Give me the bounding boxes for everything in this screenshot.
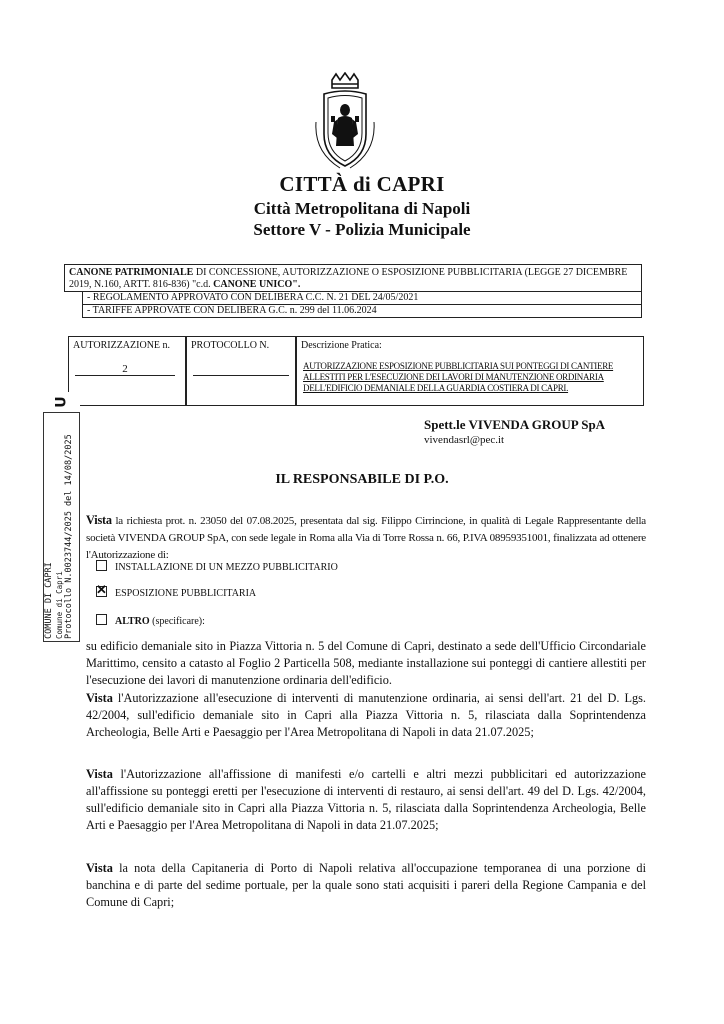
option-esposizione-label: ESPOSIZIONE PUBBLICITARIA bbox=[115, 588, 257, 599]
stamp-line-comune-lower: Comune di Capri bbox=[55, 571, 64, 639]
protocollo-label: PROTOCOLLO N. bbox=[191, 340, 270, 351]
checkbox-esposizione bbox=[96, 586, 107, 597]
recipient-name: Spett.le VIVENDA GROUP SpA bbox=[424, 417, 606, 432]
protocollo-cell bbox=[186, 336, 296, 406]
protocol-stamp bbox=[43, 392, 80, 642]
canone-box bbox=[64, 264, 642, 319]
city-title: CITTÀ di CAPRI bbox=[279, 172, 445, 196]
stamp-line-comune: COMUNE DI CAPRI bbox=[44, 562, 54, 639]
option-installazione bbox=[96, 560, 338, 573]
protocollo-blank-line bbox=[193, 375, 289, 376]
option-altro-suffix: (specificare): bbox=[149, 616, 205, 627]
stamp-line-protocollo: Protocollo N.0023744/2025 del 14/08/2025 bbox=[64, 434, 74, 639]
descrizione-text: AUTORIZZAZIONE ESPOSIZIONE PUBBLICITARIA SUI PONTEGGI DI CANTIERE ALLESTITI PER L'ESECUZIONE DEI LAVORI DI MANUTENZIONE ORDINARIA DELL'EDIFICIO DEMANIALE DELLA GUARDIA COSTIERA DI CAPRI. bbox=[303, 361, 614, 393]
canone-unico: CANONE UNICO". bbox=[213, 279, 301, 290]
vista-3-text: la nota della Capitaneria di Porto di Napoli relativa all'occupazione temporanea di una porzione di banchina e di parte del sedime portuale, per la quale sono stati acquisiti i pareri della Regione Campania e del Comune di Capri; bbox=[86, 861, 646, 909]
vista-2-label: Vista bbox=[86, 767, 113, 781]
canone-header-row bbox=[64, 264, 642, 292]
intro-paragraph bbox=[86, 512, 646, 564]
city-crest-logo bbox=[310, 72, 380, 172]
paragraph-vista-1 bbox=[86, 690, 646, 741]
responsabile-heading: IL RESPONSABILE DI P.O. bbox=[275, 472, 449, 487]
metro-subtitle: Città Metropolitana di Napoli bbox=[253, 199, 471, 218]
vista-1-label: Vista bbox=[86, 691, 113, 705]
descrizione-label: Descrizione Pratica: bbox=[301, 340, 382, 351]
regolamento-row: - REGOLAMENTO APPROVATO CON DELIBERA C.C. N. 21 DEL 24/05/2021 bbox=[82, 292, 642, 305]
autorizzazione-number: 2 bbox=[75, 363, 175, 376]
descrizione-cell bbox=[296, 336, 644, 406]
autorizzazione-cell bbox=[68, 336, 186, 406]
option-altro-label: ALTRO bbox=[115, 616, 150, 627]
stamp-letter-box bbox=[43, 392, 80, 413]
option-esposizione bbox=[96, 586, 256, 599]
protocol-stamp-text bbox=[44, 393, 81, 643]
checkbox-altro bbox=[96, 614, 107, 625]
stamp-letter: U bbox=[53, 396, 70, 408]
recipient-pec: vivendasrl@pec.it bbox=[424, 434, 505, 446]
pratica-table bbox=[68, 336, 644, 406]
intro-vista: Vista bbox=[86, 513, 112, 527]
autorizzazione-label: AUTORIZZAZIONE n. bbox=[73, 340, 171, 351]
option-installazione-label: INSTALLAZIONE DI UN MEZZO PUBBLICITARIO bbox=[115, 562, 338, 573]
paragraph-vista-3 bbox=[86, 860, 646, 911]
vista-1-text: l'Autorizzazione all'esecuzione di interventi di manutenzione ordinaria, ai sensi dell'art. 21 del D. Lgs. 42/2004, sull'edificio demaniale sito in Capri alla Piazza Vittoria n. 5, rilasciata dalla Soprintendenza Archeologia, Belle Arti e Paesaggio per l'Area Metropolitana di Napoli in data 21.07.2025; bbox=[86, 691, 646, 739]
paragraph-vista-2 bbox=[86, 766, 646, 834]
intro-text: la richiesta prot. n. 23050 del 07.08.2025, presentata dal sig. Filippo Cirrincione, in qualità di Legale Rappresentante della società VIVENDA GROUP SpA, con sede legale in Roma alla Via di Torre Rossa n. 66, P.IVA 08959351001, finalizzata ad ottenere l'Autorizzazione di: bbox=[86, 515, 646, 561]
sector-subtitle: Settore V - Polizia Municipale bbox=[253, 220, 471, 239]
vista-2-text: l'Autorizzazione all'affissione di manifesti e/o cartelli e altri mezzi pubblicitari ed autorizzazione all'affissione su ponteggi eretti per l'esecuzione di interventi di restauro, ai sensi dell'art. 49 del D. Lgs. 42/2004, sull'edificio demaniale sito in Capri alla Piazza Vittoria n. 5, rilasciata dalla Soprintendenza Archeologia, Belle Arti e Paesaggio per l'Area Metropolitana di Napoli in data 21.07.2025; bbox=[86, 767, 646, 832]
tariffe-row: - TARIFFE APPROVATE CON DELIBERA G.C. n. 299 del 11.06.2024 bbox=[82, 305, 642, 318]
option-altro bbox=[96, 614, 205, 627]
canone-title: CANONE PATRIMONIALE bbox=[69, 267, 194, 278]
canone-description: DI CONCESSIONE, AUTORIZZAZIONE O ESPOSIZIONE PUBBLICITARIA (LEGGE 27 DICEMBRE 2019, N.160, ARTT. 816-836) "c.d. bbox=[69, 267, 628, 290]
vista-3-label: Vista bbox=[86, 861, 113, 875]
paragraph-edificio: su edificio demaniale sito in Piazza Vittoria n. 5 del Comune di Capri, destinato a sede dell'Ufficio Circondariale Marittimo, censito a catasto al Foglio 2 Particella 508, mediante installazione sui ponteggi di cantiere allestiti per l'esecuzione dei lavori di manutenzione ordinaria dell'edificio. bbox=[86, 639, 646, 687]
checkbox-installazione bbox=[96, 560, 107, 571]
